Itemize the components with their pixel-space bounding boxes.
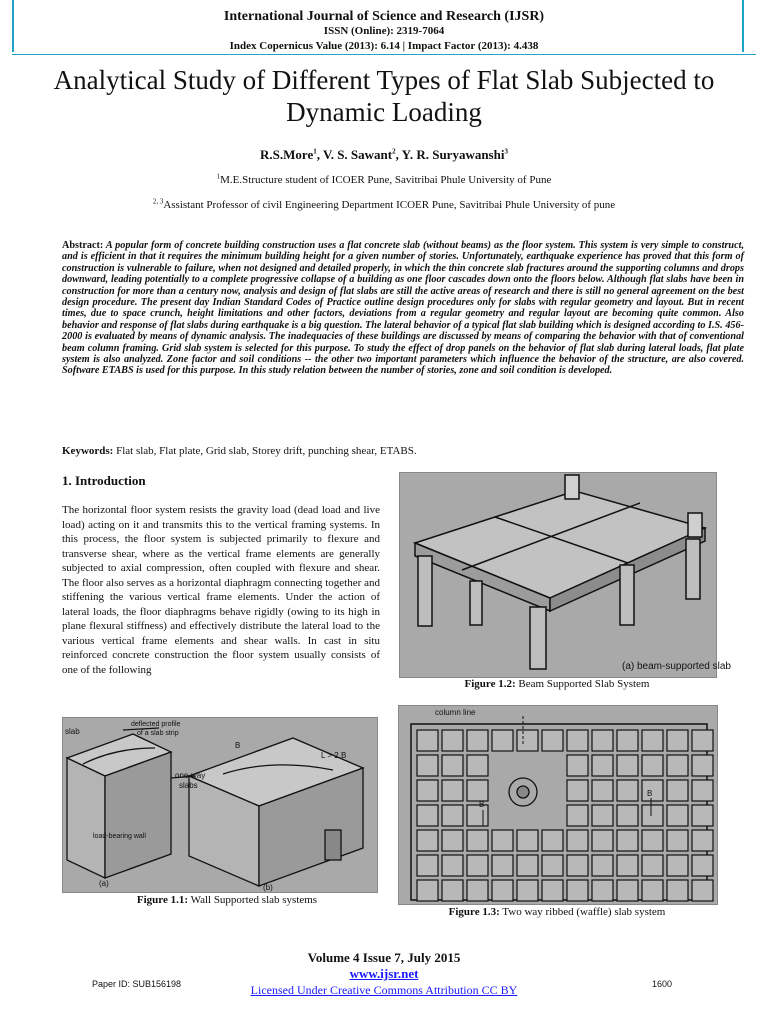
waffle-cell xyxy=(442,830,463,851)
waffle-cell xyxy=(467,730,488,751)
figure-1-1-text: Wall Supported slab systems xyxy=(188,894,318,906)
affiliation-1-text: M.E.Structure student of ICOER Pune, Savitribai Phule University of Pune xyxy=(220,174,552,186)
abstract-text: A popular form of concrete building construction uses a flat concrete slab (without beams) as the floor system. This system is very simple to construct, and is efficient in that it requires the minimum building height for a given number of stories. Unfortunately, earthquake experience has proved that this form of construction is vulnerable to failure, when not designed and detailed properly, in which the thin concrete slab fractures around the supporting columns and drops downward, leading potentially to a complete progressive collapse of a building as one floor cascades down onto the floors below. Although flat slabs have been in construction for more than a century now, analysis and design of flat slabs are still the active areas of research and there is still no general agreement on the best design procedure. The present day Indian Standard Codes of Practice outline design procedures only for slabs with regular geometry and layout. But in recent times, due to space crunch, height limitations and other factors, deviations from a regular geometry and regular layout are becoming quite common. Also behavior and response of flat slabs during earthquake is a big question. The lateral behavior of a typical flat slab building which is designed according to I.S. 456- 2000 is evaluated by means of dynamic analysis. The inadequacies of these buildings are discussed by means of comparing the behavior with that of conventional beam column framing. Grid slab system is selected for this purpose. To study the effect of drop panels on the behavior of flat slab during lateral loads, flat plate system is also analyzed. Zone factor and soil conditions -- the other two important parameters which influence the behavior of the structure, are also covered. Software ETABS is used for this purpose. In this study relation between the number of stories, zone and soil condition is developed. xyxy=(62,240,744,377)
waffle-cell xyxy=(442,855,463,876)
waffle-cell xyxy=(617,780,638,801)
affiliation-2 xyxy=(0,199,768,211)
waffle-cell xyxy=(567,855,588,876)
paper-title: Analytical Study of Different Types of Flat Slab Subjected to Dynamic Loading xyxy=(53,65,715,127)
waffle-cell xyxy=(567,830,588,851)
affiliation-2-text: Assistant Professor of civil Engineering Department ICOER Pune, Savitribai Phule University of pune xyxy=(163,199,616,211)
waffle-cell xyxy=(417,780,438,801)
issn: ISSN (Online): 2319-7064 xyxy=(323,25,445,37)
header-bottom-rule xyxy=(12,54,756,55)
label-B: B xyxy=(235,741,241,750)
waffle-cell xyxy=(417,855,438,876)
label-section-B2: B xyxy=(647,789,653,798)
keywords xyxy=(62,445,744,457)
waffle-cell xyxy=(692,880,713,901)
waffle-cell xyxy=(592,780,613,801)
waffle-cell xyxy=(642,880,663,901)
waffle-cell xyxy=(542,830,563,851)
waffle-cell xyxy=(417,730,438,751)
waffle-cell xyxy=(642,805,663,826)
figure-1-2-image xyxy=(399,472,731,678)
author-1: R.S.More xyxy=(260,147,314,162)
section-number: 1. xyxy=(62,473,72,488)
waffle-cell xyxy=(567,880,588,901)
waffle-cell xyxy=(442,805,463,826)
waffle-cell xyxy=(567,755,588,776)
waffle-cell xyxy=(567,805,588,826)
figure-1-3-caption xyxy=(398,906,716,918)
waffle-cell xyxy=(467,780,488,801)
journal-name: International Journal of Science and Research (IJSR) xyxy=(223,9,545,24)
waffle-cell xyxy=(542,855,563,876)
waffle-cell xyxy=(442,880,463,901)
waffle-cell xyxy=(492,855,513,876)
waffle-cell xyxy=(567,730,588,751)
label-strip: of a slab strip xyxy=(137,730,179,737)
waffle-cell xyxy=(592,755,613,776)
waffle-cell xyxy=(642,780,663,801)
abstract xyxy=(62,240,744,377)
figure-1-1-label: Figure 1.1: xyxy=(136,894,189,906)
waffle-cell xyxy=(667,830,688,851)
waffle-cell xyxy=(592,805,613,826)
author-3-sup: 3 xyxy=(504,147,508,156)
waffle-cell xyxy=(592,830,613,851)
figure-1-2-sublabel: (a) beam-supported slab xyxy=(622,661,731,672)
author-3: , Y. R. Suryawanshi xyxy=(395,147,505,162)
waffle-cell xyxy=(517,830,538,851)
waffle-cell xyxy=(417,880,438,901)
waffle-cell xyxy=(467,855,488,876)
waffle-cell xyxy=(642,730,663,751)
waffle-cell xyxy=(442,755,463,776)
label-load-bearing-wall: load-bearing wall xyxy=(93,833,146,840)
waffle-cell xyxy=(692,755,713,776)
figure-1-2-label: Figure 1.2: xyxy=(464,678,516,690)
waffle-cell xyxy=(492,830,513,851)
waffle-cell xyxy=(542,880,563,901)
waffle-cell xyxy=(692,855,713,876)
beam-slab-drawing xyxy=(400,473,731,677)
author-list xyxy=(0,147,768,163)
waffle-cell xyxy=(492,730,513,751)
label-slab: slab xyxy=(65,727,80,736)
waffle-cell xyxy=(592,855,613,876)
waffle-cell xyxy=(692,805,713,826)
footer-url-link[interactable]: www.ijsr.net xyxy=(349,966,419,981)
waffle-slab-drawing xyxy=(399,706,717,904)
keywords-text: Flat slab, Flat plate, Grid slab, Storey drift, punching shear, ETABS. xyxy=(113,445,417,457)
waffle-cell xyxy=(642,855,663,876)
wall-slab-drawing xyxy=(63,718,377,892)
label-a: (a) xyxy=(99,879,109,888)
waffle-cell xyxy=(567,780,588,801)
waffle-cell xyxy=(492,880,513,901)
index-value: Index Copernicus Value (2013): 6.14 | Impact Factor (2013): 4.438 xyxy=(229,40,539,52)
waffle-cell xyxy=(467,880,488,901)
waffle-cell xyxy=(617,855,638,876)
waffle-cell xyxy=(692,730,713,751)
keywords-label: Keywords: xyxy=(62,445,114,457)
waffle-cell xyxy=(467,755,488,776)
waffle-cell xyxy=(467,830,488,851)
waffle-cell xyxy=(617,755,638,776)
figure-1-3-text: Two way ribbed (waffle) slab system xyxy=(499,906,666,918)
waffle-cell xyxy=(667,880,688,901)
section-title: Introduction xyxy=(75,473,146,488)
waffle-cell xyxy=(592,730,613,751)
label-slabs: slabs xyxy=(179,781,198,790)
footer-volume: Volume 4 Issue 7, July 2015 xyxy=(307,950,461,965)
author-2: , V. S. Sawant xyxy=(316,147,393,162)
label-L: L > 2 B xyxy=(321,751,347,760)
waffle-cell xyxy=(617,880,638,901)
section-heading xyxy=(62,473,146,489)
waffle-cell xyxy=(542,730,563,751)
label-oneway: one-way xyxy=(175,771,206,780)
waffle-cell xyxy=(517,880,538,901)
waffle-cell xyxy=(417,755,438,776)
affiliation-2-sup: 2, 3 xyxy=(152,197,164,206)
waffle-cell xyxy=(442,780,463,801)
affiliation-1-sup: 1 xyxy=(216,172,221,181)
label-column-line: column line xyxy=(435,708,476,717)
figure-1-3-image xyxy=(398,705,718,905)
author-1-sup: 1 xyxy=(313,147,317,156)
label-b: (b) xyxy=(263,883,273,892)
page-number: 1600 xyxy=(652,979,673,989)
waffle-cell xyxy=(467,805,488,826)
affiliation-1 xyxy=(0,174,768,186)
waffle-cell xyxy=(642,755,663,776)
figure-1-2-caption xyxy=(399,678,715,690)
waffle-cell xyxy=(617,830,638,851)
waffle-cell xyxy=(667,855,688,876)
introduction-body: The horizontal floor system resists the gravity load (dead load and live load) acting on it and transmits this to the vertical framing systems. In this process, the floor system is subjected primarily to flexure and transverse shear, where as the vertical frame elements are generally subjected to axial compression, often coupled with flexure and shear. The floor also serves as a horizontal diaphragm connecting together and stiffening the various vertical frame elements. Under the action of lateral loads, the floor diaphragms behave rigidly (owing to its high in plane flexural stiffness) and effectively distribute the lateral load to the various vertical frame elements and shear walls. In cast in situ reinforced concrete construction the floor system usually consists of one of the following xyxy=(62,504,380,676)
waffle-cell xyxy=(617,805,638,826)
waffle-cell xyxy=(592,880,613,901)
waffle-cell xyxy=(617,730,638,751)
figure-1-2-text: Beam Supported Slab System xyxy=(515,678,650,690)
abstract-label: Abstract: xyxy=(62,240,104,251)
waffle-cell xyxy=(517,855,538,876)
figure-1-1-caption xyxy=(62,894,392,906)
figure-1-3-label: Figure 1.3: xyxy=(448,906,500,918)
author-2-sup: 2 xyxy=(392,147,396,156)
waffle-cell xyxy=(667,755,688,776)
waffle-cell xyxy=(442,730,463,751)
waffle-cell xyxy=(667,730,688,751)
waffle-cell xyxy=(692,830,713,851)
waffle-cell xyxy=(417,805,438,826)
waffle-cell xyxy=(667,805,688,826)
waffle-cell xyxy=(692,780,713,801)
figure-1-1-image xyxy=(62,717,378,893)
label-deflected: deflected profile xyxy=(131,721,181,728)
waffle-cell xyxy=(667,780,688,801)
waffle-cell xyxy=(417,830,438,851)
paper-id: Paper ID: SUB156198 xyxy=(92,979,182,989)
footer-license-link[interactable]: Licensed Under Creative Commons Attribution CC BY xyxy=(250,983,518,997)
label-section-B1: B xyxy=(479,800,485,809)
waffle-cell xyxy=(517,730,538,751)
waffle-cell xyxy=(642,830,663,851)
